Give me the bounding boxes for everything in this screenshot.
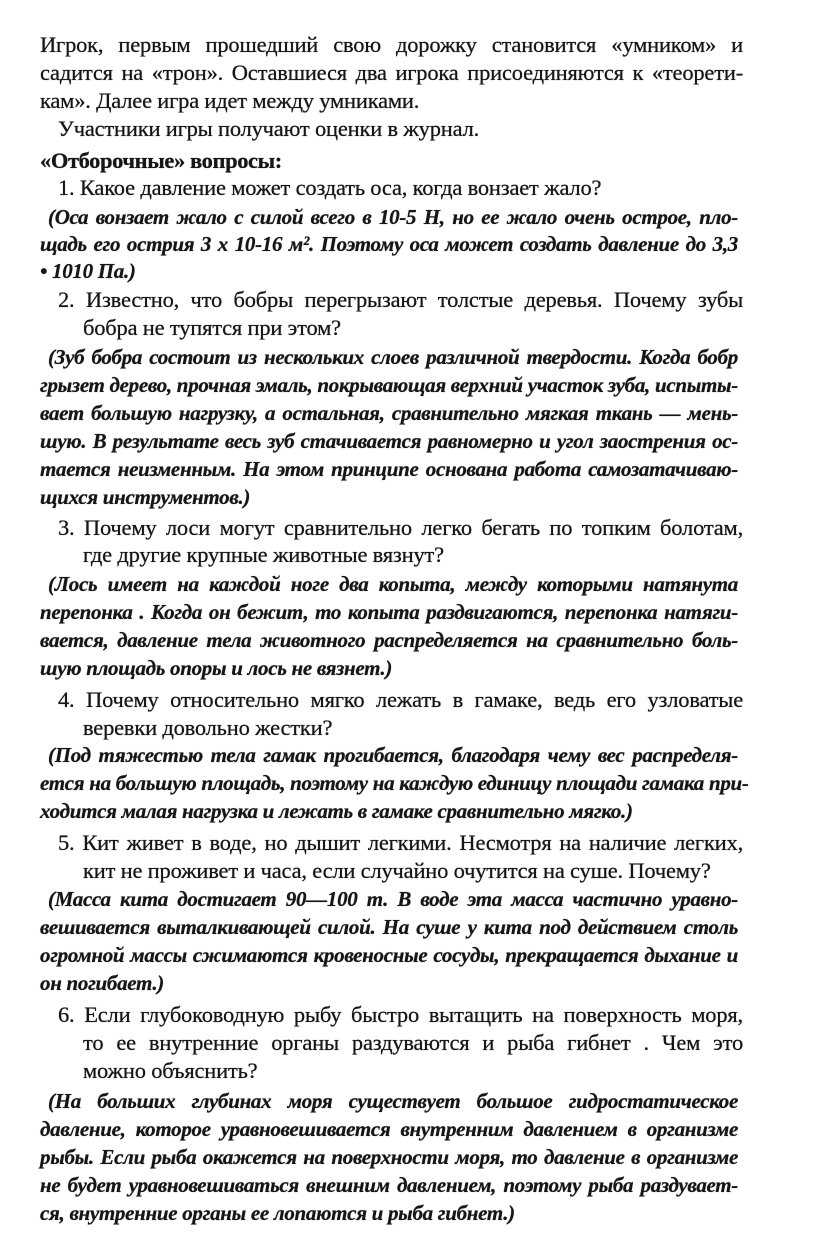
question-line: то ее внутренние органы раздуваются и рыба гибнет . Чем это (83, 1030, 743, 1055)
answer-line: шую площадь опоры и лось не вязнет.) (40, 656, 393, 680)
answer-line: тается неизменным. На этом принципе основана работа самозатачиваю- (40, 457, 738, 481)
answer-line: щадь его острия 3 x 10-16 м². Поэтому оса может создать давление до 3,3 (40, 232, 738, 256)
answer-line: рыбы. Если рыба окажется на поверхности моря, то давление в организме (40, 1145, 738, 1169)
answer-line: • 1010 Па.) (40, 259, 136, 283)
answer-line: (Масса кита достигает 90—100 т. В воде эта масса частично уравно- (48, 887, 738, 911)
answer-line: шую. В результате весь зуб стачивается равномерно и угол заострения ос- (40, 429, 738, 453)
answer-line: вешивается выталкивающей силой. На суше у кита под действием столь (40, 915, 738, 939)
intro-line: Участники игры получают оценки в журнал. (58, 116, 480, 141)
answer-line: не будет уравновешиваться внешним давлением, поэтому рыба раздувает- (40, 1173, 738, 1197)
question-line: можно объяснить? (83, 1058, 258, 1083)
question-line: 4. Почему относительно мягко лежать в гамаке, ведь его узловатые (58, 687, 743, 712)
question-line: бобра не тупятся при этом? (83, 315, 341, 340)
answer-line: (Зуб бобра состоит из нескольких слоев различной твердости. Когда бобр (48, 345, 738, 369)
question-line: кит не проживет и часа, если случайно очутится на суше. Почему? (83, 858, 711, 883)
section-heading: «Отборочные» вопросы: (40, 148, 282, 173)
answer-line: ся, внутренние органы ее лопаются и рыба гибнет.) (40, 1201, 515, 1225)
question-line: 3. Почему лоси могут сравнительно легко бегать по топким болотам, (58, 515, 743, 540)
answer-line: он погибает.) (40, 971, 164, 995)
answer-line: ходится малая нагрузка и лежать в гамаке сравнительно мягко.) (40, 799, 633, 823)
answer-line: (Под тяжестью тела гамак прогибается, благодаря чему вес распределя- (48, 743, 738, 767)
question-line: 6. Если глубоководную рыбу быстро вытащить на поверхность моря, (58, 1002, 743, 1027)
question-line: где другие крупные животные вязнут? (83, 542, 444, 567)
answer-line: ется на большую площадь, поэтому на каждую единицу площади гамака при- (40, 771, 749, 795)
intro-line: Игрок, первым прошедший свою дорожку становится «умником» и (40, 32, 743, 57)
answer-line: огромной массы сжимаются кровеносные сосуды, прекращается дыхание и (40, 943, 738, 967)
answer-line: вает большую нагрузку, а остальная, сравнительно мягкая ткань — мень- (40, 401, 738, 425)
answer-line: давление, которое уравновешивается внутренним давлением в организме (40, 1117, 738, 1141)
question-line: 5. Кит живет в воде, но дышит легкими. Несмотря на наличие легких, (58, 830, 743, 855)
intro-line: кам». Далее игра идет между умниками. (40, 88, 420, 113)
question-line: 1. Какое давление может создать оса, когда вонзает жало? (58, 175, 602, 200)
answer-line: (На больших глубинах моря существует большое гидростатическое (48, 1089, 738, 1113)
answer-line: щихся инструментов.) (40, 485, 251, 509)
intro-line: садится на «трон». Оставшиеся два игрока присоединяются к «теорети- (40, 60, 743, 85)
answer-line: (Оса вонзает жало с силой всего в 10-5 Н, но ее жало очень острое, пло- (48, 205, 738, 229)
answer-line: вается, давление тела животного распределяется на сравнительно боль- (40, 628, 738, 652)
answer-line: перепонка . Когда он бежит, то копыта раздвигаются, перепонка натяги- (40, 600, 738, 624)
answer-line: (Лось имеет на каждой ноге два копыта, между которыми натянута (48, 572, 738, 596)
question-line: веревки довольно жестки? (83, 715, 333, 740)
question-line: 2. Известно, что бобры перегрызают толстые деревья. Почему зубы (58, 287, 743, 312)
answer-line: грызет дерево, прочная эмаль, покрывающая верхний участок зуба, испыты- (40, 373, 739, 397)
